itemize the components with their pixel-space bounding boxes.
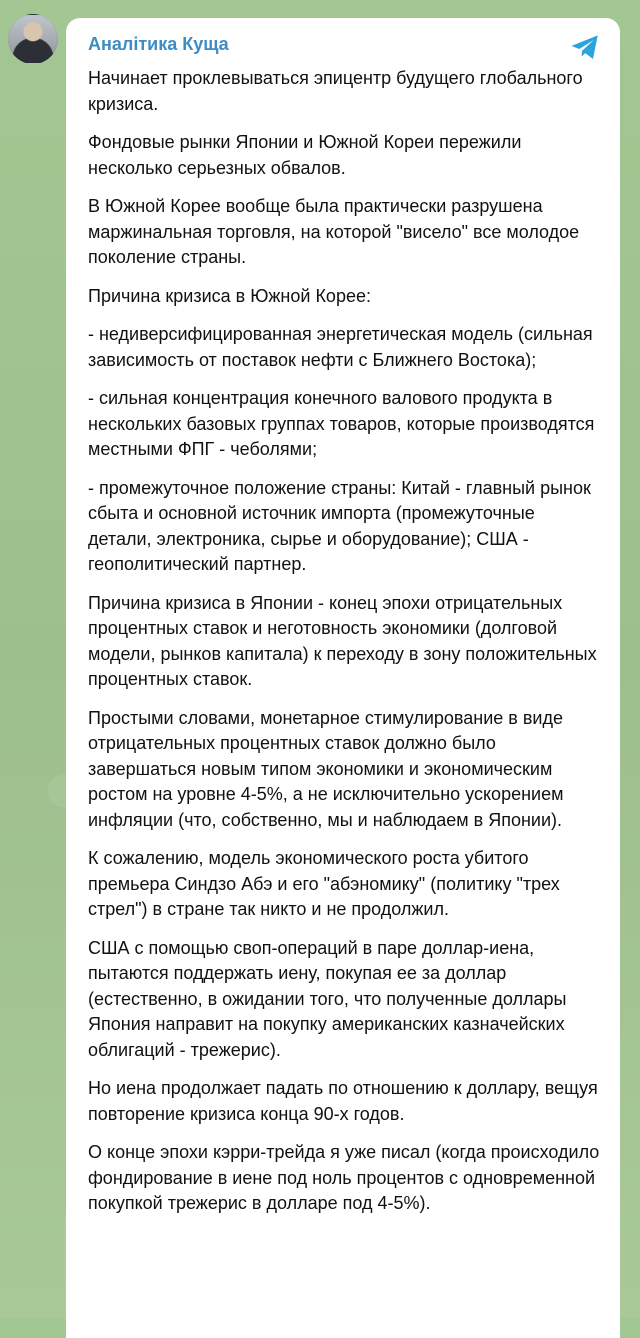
channel-avatar[interactable]: [8, 14, 58, 64]
paragraph-2: Фондовые рынки Японии и Южной Кореи пережили несколько серьезных обвалов.: [88, 132, 522, 178]
paragraph-12: Но иена продолжает падать по отношению к доллару, вещуя повторение кризиса конца 90-х годов.: [88, 1078, 598, 1124]
telegram-send-icon[interactable]: [568, 30, 602, 64]
paragraph-3: В Южной Корее вообще была практически разрушена маржинальная торговля, на которой "висело" все молодое поколение страны.: [88, 196, 580, 267]
paragraph-13: О конце эпохи кэрри-трейда я уже писал (когда происходило фондирование в иене под ноль процентов с одновременной покупкой трежерис в долларе под 4-5%).: [88, 1142, 600, 1213]
paragraph-7: - промежуточное положение страны: Китай - главный рынок сбыта и основной источник импорта (промежуточные детали, электроника, сырье и оборудование); США - геополитический партнер.: [88, 477, 591, 574]
paragraph-1: Начинает проклевываться эпицентр будущего глобального кризиса.: [88, 68, 583, 114]
paragraph-4: Причина кризиса в Южной Корее:: [88, 285, 371, 306]
paragraph-8: Причина кризиса в Японии - конец эпохи отрицательных процентных ставок и неготовность экономики (долговой модели, рынков капитала) к переходу в зону положительных процентных ставок.: [88, 592, 597, 689]
paragraph-5: - недиверсифицированная энергетическая модель (сильная зависимость от поставок нефти с Ближнего Востока);: [88, 324, 593, 370]
paragraph-10: К сожалению, модель экономического роста убитого премьера Синдзо Абэ и его "абэномику" (политику "трех стрел") в стране так никто и не продолжил.: [88, 848, 560, 919]
paragraph-11: США с помощью своп-операций в паре доллар-иена, пытаются поддержать иену, покупая ее за доллар (естественно, в ожидании того, что полученные доллары Япония направит на покупку американских казначейских облигаций - трежерис).: [88, 937, 567, 1060]
paragraph-9: Простыми словами, монетарное стимулирование в виде отрицательных процентных ставок должно было завершаться новым типом экономики и экономическим ростом на уровне 4-5%, а не исключительно ускорением инфляции (что, собственно, мы и наблюдаем в Японии).: [88, 707, 564, 830]
message-text: [88, 66, 602, 1217]
message-bubble: [66, 18, 620, 1338]
channel-name[interactable]: Аналітика Куща: [88, 34, 229, 54]
paragraph-6: - сильная концентрация конечного валового продукта в нескольких базовых группах товаров, которые производятся местными ФПГ - чеболями;: [88, 388, 595, 459]
